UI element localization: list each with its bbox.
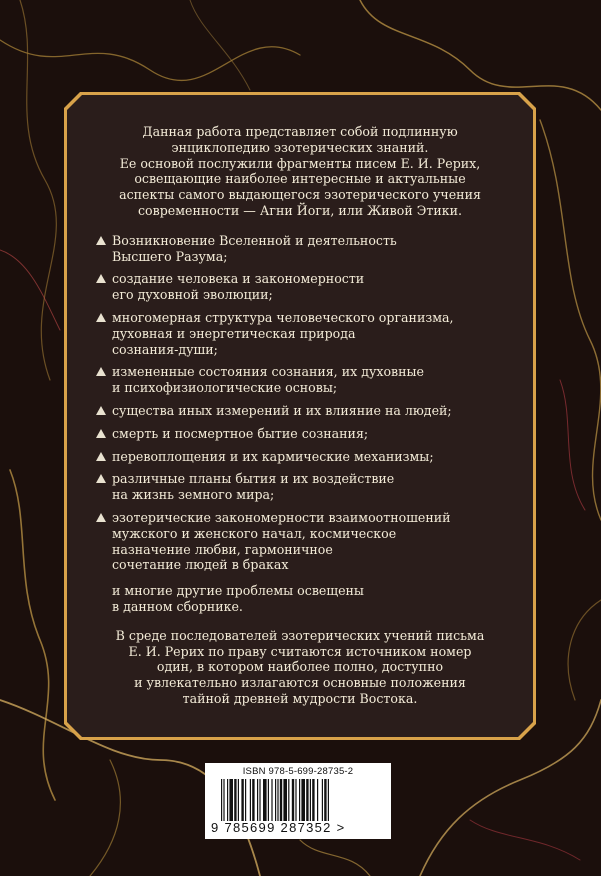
list-item (94, 426, 506, 442)
list-item (94, 271, 506, 303)
barcode-bar (322, 779, 323, 821)
list-item (94, 233, 506, 265)
triangle-bullet-icon (96, 236, 106, 245)
barcode-bar (299, 779, 300, 821)
barcode-bar (223, 779, 224, 821)
barcode-bar (324, 779, 326, 821)
triangle-bullet-icon (96, 367, 106, 376)
list-item-text: перевоплощения и их кармические механизмы; (112, 448, 434, 464)
barcode-bar (306, 779, 308, 821)
barcode-bar (328, 779, 329, 821)
barcode-bar (229, 779, 233, 821)
barcode-bar (295, 779, 296, 821)
outro-paragraph: В среде последователей эзотерических учений письма Е. И. Рерих по праву считаются источником номер один, в котором наиболее полно, доступно и увлекательно излагаются основные положения тайной древней мудрости Востока. (115, 627, 485, 706)
barcode-bar (268, 779, 269, 821)
topic-list (94, 233, 506, 573)
barcode-bar (259, 779, 260, 821)
barcode-bar (277, 779, 278, 821)
triangle-bullet-icon (96, 513, 106, 522)
barcode-bar (221, 779, 222, 821)
barcode-bar (234, 779, 236, 821)
list-item-text: различные планы бытия и их воздействие на жизнь земного мира; (112, 471, 395, 503)
list-item (94, 403, 506, 419)
intro-paragraph: Данная работа представляет собой подлинную энциклопедию эзотерических знаний. Ее основой послужили фрагменты писем Е. И. Рерих, освещающие наиболее интересные и актуальные аспекты самого выдающегося эзотерического учения современности — Агни Йоги, или Живой Этики. (119, 124, 481, 218)
barcode-bar (280, 779, 282, 821)
triangle-bullet-icon (96, 429, 106, 438)
list-item-text: создание человека и закономерности его духовной эволюции; (112, 271, 365, 303)
list-item (94, 510, 506, 573)
barcode-box (205, 763, 391, 839)
barcode-bar (241, 779, 243, 821)
triangle-bullet-icon (96, 406, 106, 415)
barcode-bars (211, 779, 385, 821)
barcode-bar (275, 779, 276, 821)
barcode-bar (317, 779, 318, 821)
text-panel (64, 92, 536, 740)
barcode-bar (283, 779, 287, 821)
barcode-bar (245, 779, 246, 821)
panel-content (94, 124, 506, 707)
isbn-label: ISBN 978-5-699-28735-2 (242, 766, 354, 777)
triangle-bullet-icon (96, 274, 106, 283)
barcode-bar (250, 779, 251, 821)
barcode-bar (263, 779, 267, 821)
list-item-text: многомерная структура человеческого организма, духовная и энергетическая природа сознания-души; (112, 309, 454, 357)
list-item-text: существа иных измерений и их влияние на людей; (112, 402, 452, 418)
list-item (94, 471, 506, 503)
list-item (94, 449, 506, 465)
barcode-bar (227, 779, 228, 821)
list-item-text: смерть и посмертное бытие сознания; (112, 425, 369, 441)
barcode-bar (238, 779, 239, 821)
barcode-digits: 9 785699 287352 > (211, 820, 346, 835)
triangle-bullet-icon (96, 313, 106, 322)
barcode-bar (288, 779, 289, 821)
list-item (94, 364, 506, 396)
barcode-bar (310, 779, 311, 821)
barcode-bar (271, 779, 272, 821)
list-item-text: Возникновение Вселенной и деятельность Высшего Разума; (112, 232, 397, 264)
barcode-bar (252, 779, 254, 821)
barcode-bar (301, 779, 305, 821)
barcode-bar (312, 779, 314, 821)
closing-note: и многие другие проблемы освещены в данном сборнике. (112, 583, 364, 614)
triangle-bullet-icon (96, 474, 106, 483)
list-item-text: эзотерические закономерности взаимоотношений мужского и женского начал, космическое назначение любви, гармоничное сочетание людей в браках (112, 509, 451, 573)
triangle-bullet-icon (96, 452, 106, 461)
list-item-text: измененные состояния сознания, их духовные и психофизиологические основы; (112, 364, 424, 396)
list-item (94, 310, 506, 357)
barcode-bar (292, 779, 294, 821)
barcode-bar (257, 779, 258, 821)
